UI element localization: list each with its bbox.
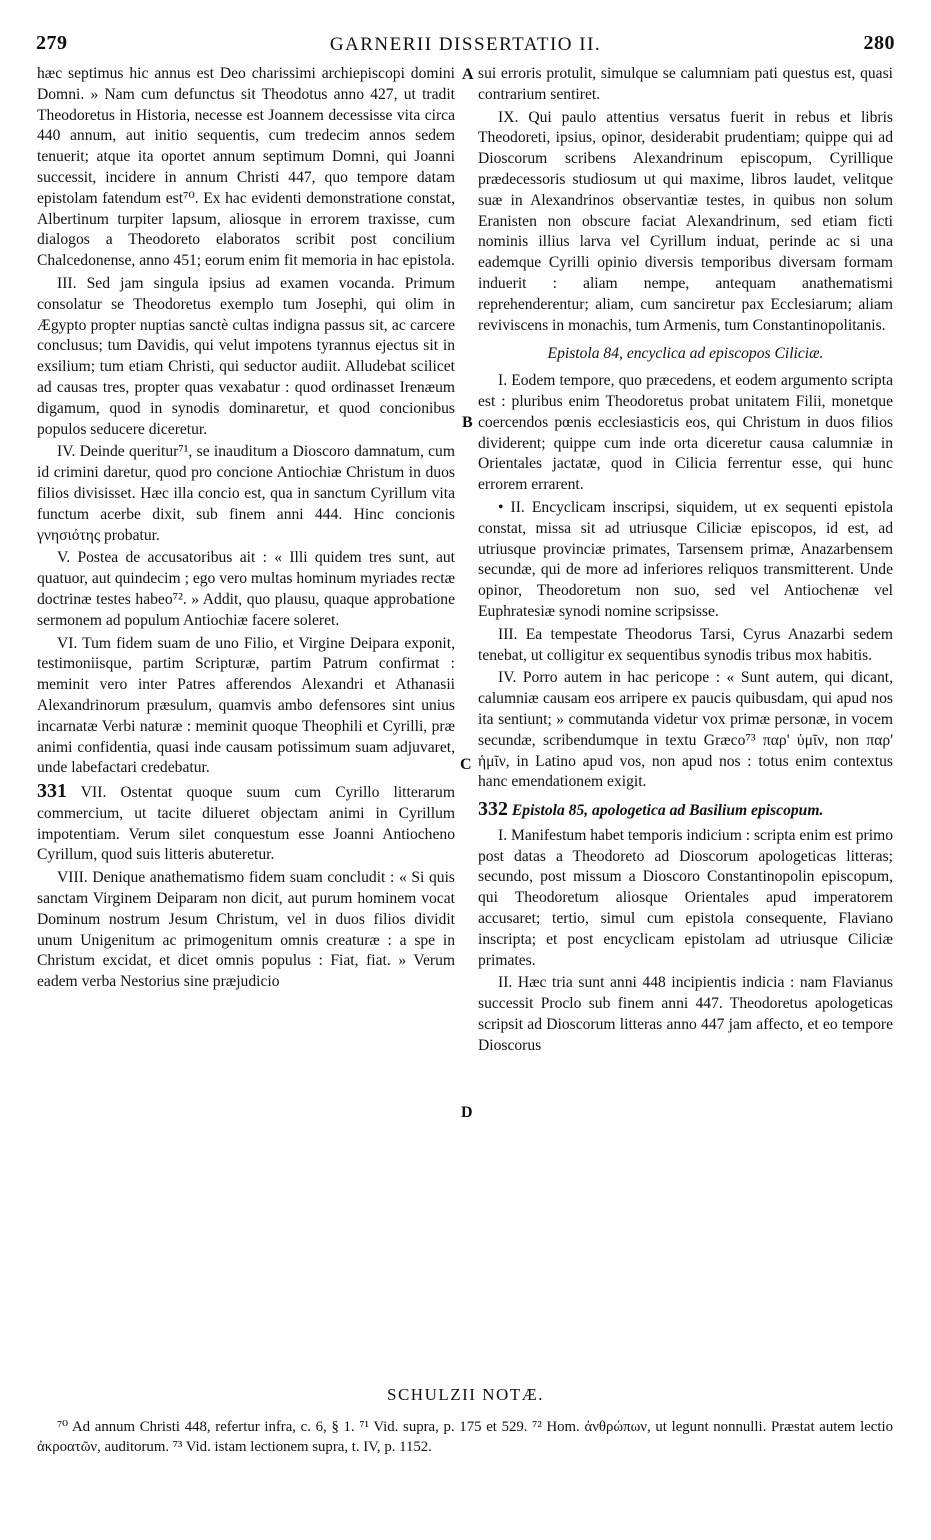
margin-letter-d: D	[461, 1104, 473, 1121]
paragraph: IV. Porro autem in hac pericope : « Sunt autem, qui dicant, calumniæ causam eos arripere ex paucis quibusdam, qui apud nos ita sentiunt; » commutanda videtur vox primæ personæ, in vocem secundæ, scribendumque in textu Græco⁷³ παρ' ὑμῖν, non παρ' ἡμῖν, in Latino apud vos, non apud nos : totus enim contextus hanc emendationem exigit.	[478, 669, 893, 791]
footnote-text: ⁷⁰ Ad annum Christi 448, refertur infra, c. 6, § 1. ⁷¹ Vid. supra, p. 175 et 529. ⁷² Hom. ἀνθρώπων, ut legunt nonnulli. Præstat autem lectio ἀκροατῶν, auditorum. ⁷³ Vid. istam lectionem supra, t. IV, p. 1152.	[37, 1419, 893, 1455]
paragraph: sui erroris protulit, simulque se calumniam pati questus est, quasi contrarium sentiret.	[478, 65, 893, 103]
paragraph: II. Hæc tria sunt anni 448 incipientis indicia : nam Flavianus successit Proclo sub finem anni 447. Theodoretus apologeticas scripsit ad Dioscorum litteras anno 447 jam affecto, et eo tempore Dioscorus	[478, 974, 893, 1054]
section-title	[478, 799, 893, 822]
section-title-text: Epistola 85, apologetica ad Basilium episcopum.	[511, 802, 824, 820]
paragraph	[37, 781, 455, 866]
paragraph-text: VII. Ostentat quoque suum cum Cyrillo litterarum commercium, ut tacite dilueret objectam animi in Cyrillum impotentiam. Verum silet conquestum esse Joanni Antiocheno Cyrillum, quod suis litteris abuteretur.	[37, 784, 455, 864]
margin-letter-b: B	[462, 414, 473, 431]
running-title: GARNERII DISSERTATIO II.	[329, 34, 602, 55]
paragraph: IX. Qui paulo attentius versatus fuerit in rebus et libris Theodoreti, ipsius, opinor, desiderabit prudentiam; quippe qui ad Dioscorum scribens Alexandrinum episcopum, Cyrillique prædecessoris studiosum ut qui maxime, libros laudet, velitque suæ in Alexandrinos observantiæ testes, in quibus non solum Eranisten non obscure faciat Alexandrinum, sed etiam ficti nominis illius larva vel Cyrillum induat, perinde ac si una eademque Cyrilli opinio diversis temporibus diversam formam induerit : aliam nempe, antequam anathematismi reprehenderentur; aliam, cum sanciretur pax Ecclesiarum; aliam reviviscens in monachis, tum Armenis, tum Constantinopolitanis.	[478, 108, 893, 334]
margin-letter-c: C	[460, 756, 472, 773]
section-title: Epistola 84, encyclica ad episcopos Ciliciæ.	[547, 345, 824, 363]
page-number-right: 280	[863, 32, 895, 54]
left-column	[37, 64, 455, 993]
paragraph: VI. Tum fidem suam de uno Filio, et Virgine Deipara exponit, testimoniisque, partim Scripturæ, partim Patrum confirmat : meminit vero inter Patres afferendos Alexandri et Athanasii Alexandrinorum præsulum, quamvis ambo defensores sint unius incarnatæ Verbi naturæ : meminit quoque Theophili et Cyrilli, præ animi confidentia, quasi inde causam potissimum suam adjuvaret, unde labefactari credebatur.	[37, 634, 455, 777]
paragraph: I. Manifestum habet temporis indicium : scripta enim est primo post datas a Theodoreto ad Dioscorum apologeticas litteras; secundo, post missum a Dioscoro Constantinopolin episcopum, qui Theodoretum aliosque Orientales apud imperatorem accusaret; tertio, simul cum epistola consequente, Flaviano inscripta; et post encyclicam epistolam ad utriusque Ciliciæ primates.	[478, 826, 893, 969]
notes-title: SCHULZII NOTÆ.	[387, 1385, 544, 1404]
paragraph: V. Postea de accusatoribus ait : « Illi quidem tres sunt, aut quatuor, aut quindecim ; ego vero multas hominum myriades rectæ doctrinæ testes habeo⁷². » Addit, quo plausu, quaque approbatione sermonem ad populum Antiochiæ facere soleret.	[37, 549, 455, 629]
footnotes	[37, 1417, 893, 1457]
paragraph: IV. Deinde queritur⁷¹, se inauditum a Dioscoro damnatum, cum id crimini daretur, quod pro concione Antiochiæ Christum in duos filios divisisset. Hæc illa concio est, qua in sanctum Cyrillum vita functum acerbe dixit, sub finem anni 444. Hinc concionis γνησιότης probatur.	[37, 443, 455, 544]
paragraph: • II. Encyclicam inscripsi, siquidem, ut ex sequenti epistola constat, missa sit ad utriusque Ciliciæ episcopos, id est, ad utriusque provinciæ primates, Tarsensem primæ, Anazarbensem secundæ, qui de more ad inferiores reliquos transmitterent. Unde opinor, Theodoretum non suo, sed vel Antiochenæ vel Euphratesiæ synodi nomine scripsisse.	[478, 498, 893, 620]
page-number-left: 279	[36, 32, 68, 54]
paragraph: VIII. Denique anathematismo fidem suam concludit : « Si quis sanctam Virginem Deiparam non dicit, aut purum hominem vocat Dominum nostrum Jesum Christum, vel in duos filios dividit unum Unigenitum ac primogenitum omnis creaturæ : a spe in Christum excidat, et dicet omnis populus : Fiat, fiat. » Verum eadem verba Nestorius sine præjudicio	[37, 869, 455, 991]
paragraph: I. Eodem tempore, quo præcedens, et eodem argumento scripta est : pluribus enim Theodoretus probat unitatem Filii, monetque coercendos pœnis ecclesiasticis eos, qui Christum in duos filios dividerent; quippe cum inde orta diceretur causa calumniæ in Orientales jactatæ, quod in Cilicia ferrentur esse, qui hunc errorem errarent.	[478, 372, 893, 494]
paragraph: III. Ea tempestate Theodorus Tarsi, Cyrus Anazarbi sedem tenebat, ut colligitur ex sequentibus synodis tribus mox habitis.	[478, 625, 893, 664]
margin-letter-a: A	[462, 66, 474, 83]
right-column	[478, 64, 893, 1057]
paragraph: III. Sed jam singula ipsius ad examen vocanda. Primum consolatur se Theodoretus exemplo tum Josephi, qui olim in Ægypto propter nuptias sanctè cultas indigna passus sit, ac carcere conclusus; tum Davidis, qui velut impotens tyrannus ejectus sit in exsilium; tum etiam Christi, qui seductor audiit. Alludebat scilicet ad causas tres, propter quas vexabatur : quod ordinasset Irenæum digamum, quod in synodis dominaretur, et quod concionibus populos seducere diceretur.	[37, 274, 455, 438]
column-number: 332	[478, 798, 508, 821]
column-number: 331	[37, 780, 67, 803]
paragraph: hæc septimus hic annus est Deo charissimi archiepiscopi domini Domni. » Nam cum defunctus sit Theodotus anno 427, ut tradit Theodoretus in Historia, necesse est Joannem decessisse vita circa 440 annum, aut initio sequentis, cum tredecim annos sedem tenuerit; atque ita oportet annum septimum Domni, qui Joanni successit, incidere in annum Christi 447, quo tempore datam epistolam fatendum est⁷⁰. Ex hac evidenti demonstratione constat, Albertinum turpiter lapsum, aliosque in errorem traxisse, cum dialogos a Theodoreto elaboratos scribit post concilium Chalcedonense, anno 451; eorum enim fit memoria in hac epistola.	[37, 65, 455, 270]
